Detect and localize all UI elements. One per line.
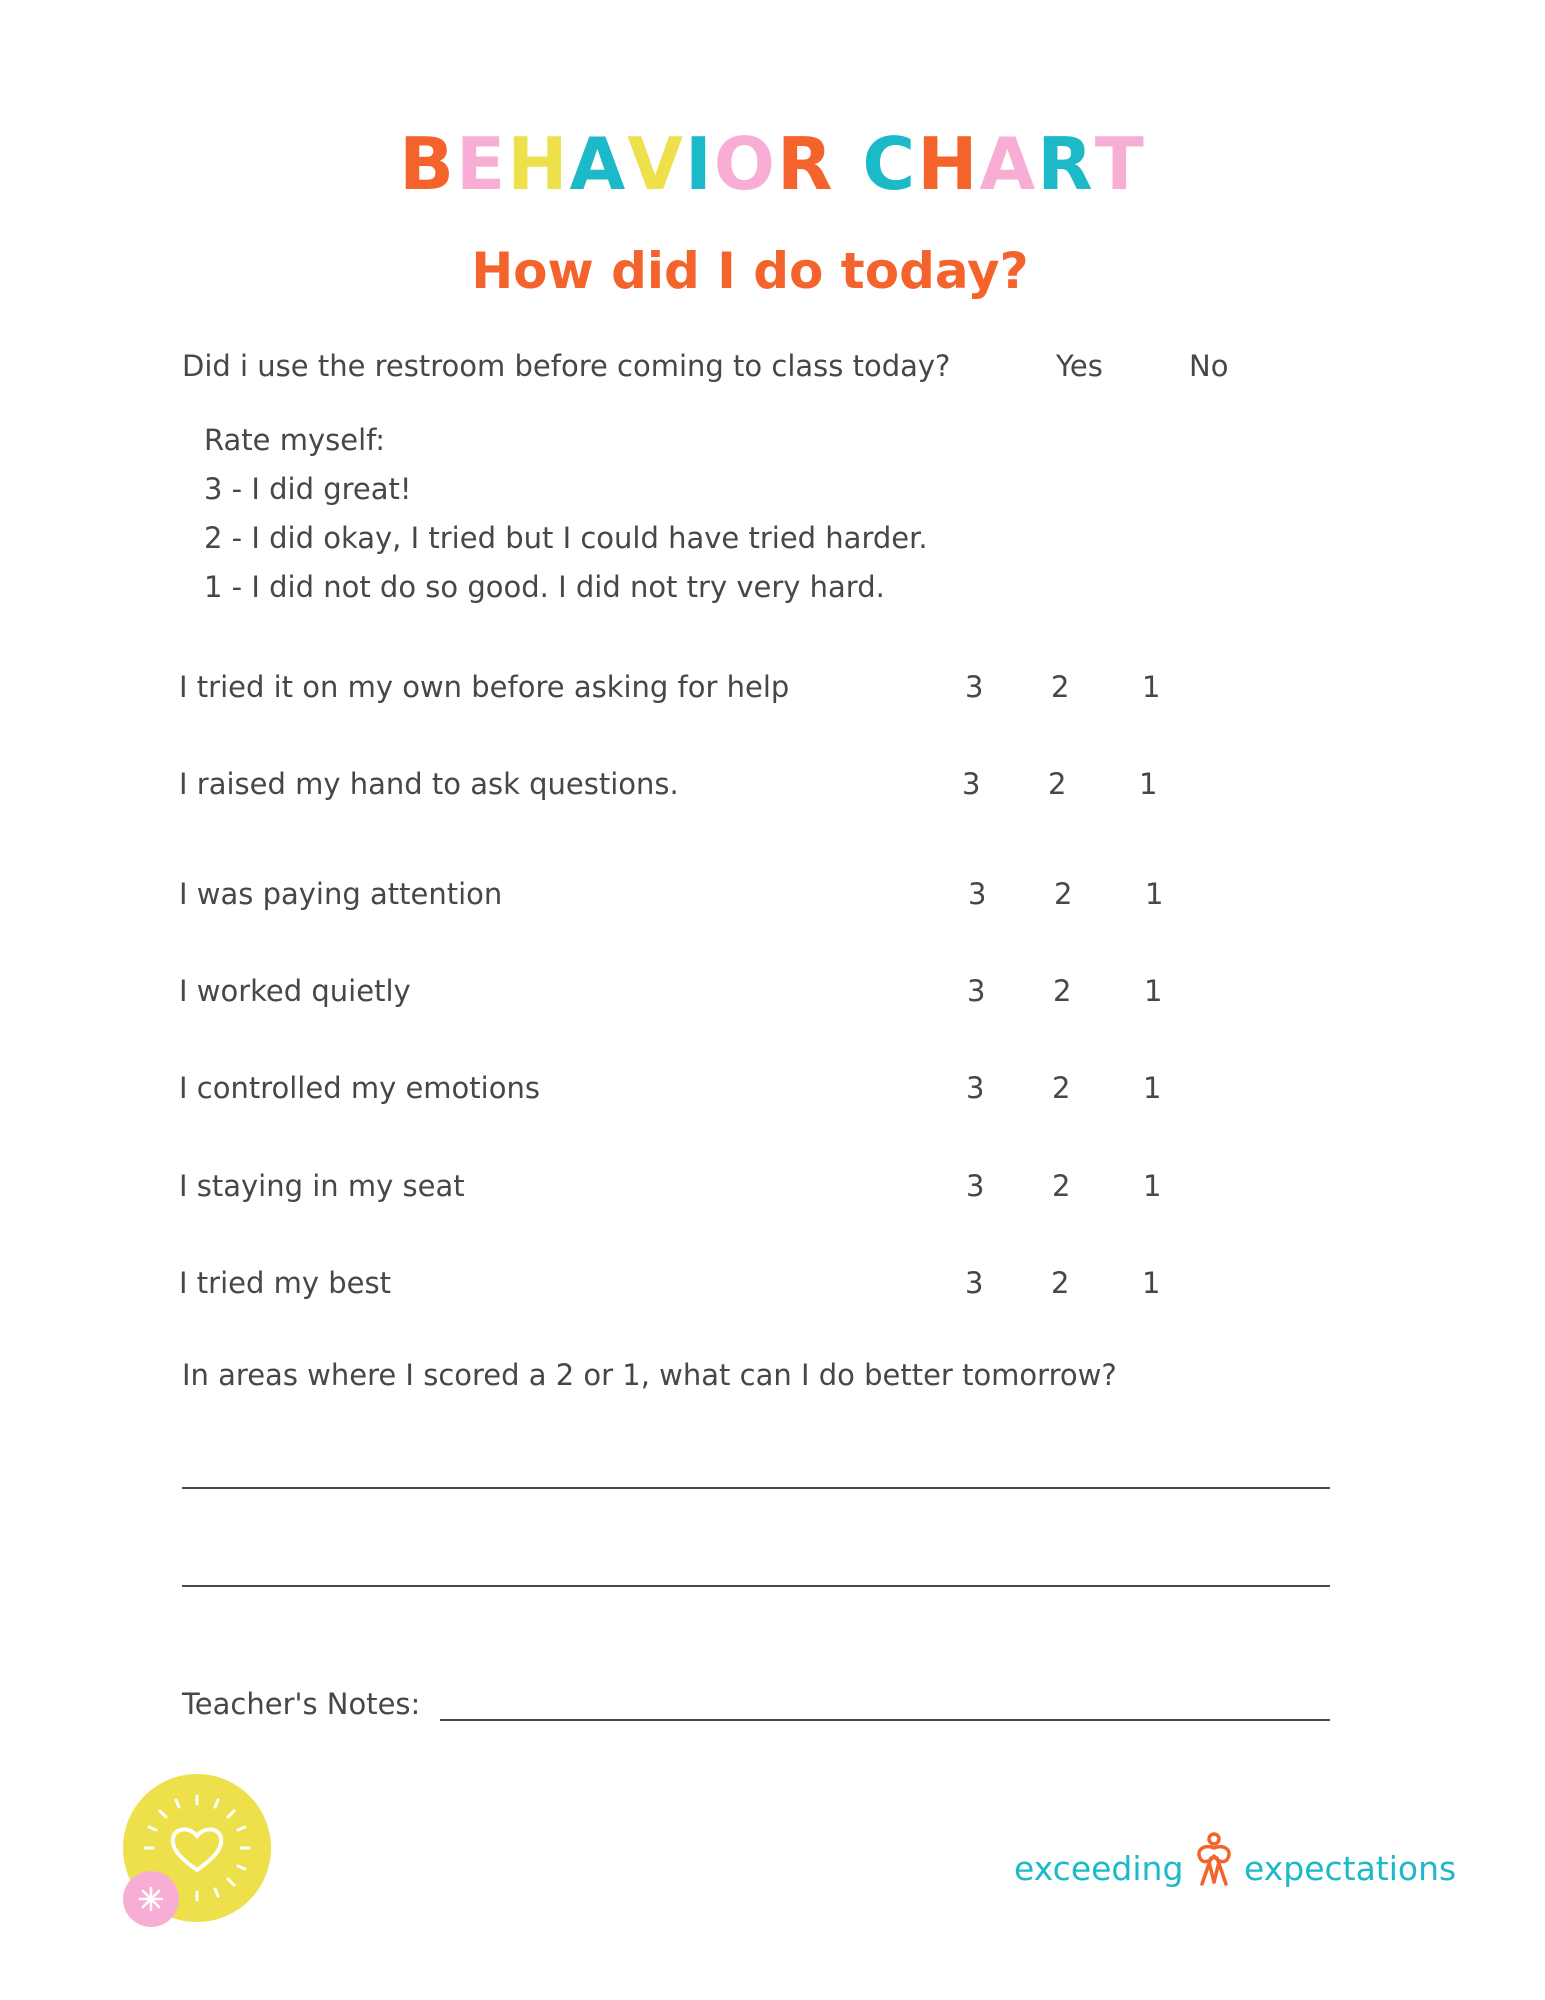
rating-3-option[interactable]: 3 [966,1169,985,1203]
answer-line[interactable] [182,1487,1330,1489]
behavior-row [179,1266,1179,1309]
rating-3-option[interactable]: 3 [968,877,987,911]
rating-1-option[interactable]: 1 [1139,767,1158,801]
scale-item: 2 - I did okay, I tried but I could have tried harder. [204,521,928,555]
restroom-question: Did i use the restroom before coming to class today? [182,349,951,383]
behavior-label: I tried it on my own before asking for help [179,670,790,704]
behavior-label: I controlled my emotions [179,1071,540,1105]
title-letter: I [684,122,714,206]
behavior-row [179,877,1179,920]
rating-3-option[interactable]: 3 [965,1266,984,1300]
chart-title [0,122,1545,206]
behavior-label: I tried my best [179,1266,391,1300]
behavior-row [179,974,1179,1017]
scale-heading: Rate myself: [204,423,386,457]
improvement-question: In areas where I scored a 2 or 1, what can I do better tomorrow? [182,1358,1117,1392]
title-letter: O [713,122,777,206]
title-letter: E [456,122,508,206]
rating-1-option[interactable]: 1 [1142,670,1161,704]
rating-2-option[interactable]: 2 [1051,670,1070,704]
title-letter: R [1037,122,1095,206]
rating-2-option[interactable]: 2 [1048,767,1067,801]
rating-1-option[interactable]: 1 [1143,1071,1162,1105]
title-letter: A [569,122,628,206]
title-letter: R [776,122,835,206]
title-letter: A [979,122,1038,206]
behavior-label: I staying in my seat [179,1169,465,1203]
title-letter: C [862,122,918,206]
title-letter: H [507,122,570,206]
behavior-row [179,767,1179,810]
rating-1-option[interactable]: 1 [1143,1169,1162,1203]
brand-word-exceeding: exceeding [1014,1849,1184,1888]
behavior-row [179,1169,1179,1212]
scale-item: 3 - I did great! [204,472,412,506]
brand-word-expectations: expectations [1244,1849,1457,1888]
title-letter: B [399,122,457,206]
rating-1-option[interactable]: 1 [1144,974,1163,1008]
rating-2-option[interactable]: 2 [1053,974,1072,1008]
title-letter: T [1094,122,1146,206]
behavior-label: I was paying attention [179,877,503,911]
ribbon-figure-icon [1190,1832,1238,1897]
rating-2-option[interactable]: 2 [1054,877,1073,911]
no-option[interactable]: No [1189,349,1229,383]
rating-1-option[interactable]: 1 [1142,1266,1161,1300]
answer-line[interactable] [182,1585,1330,1587]
behavior-label: I raised my hand to ask questions. [179,767,679,801]
rating-2-option[interactable]: 2 [1052,1169,1071,1203]
page-subtitle: How did I do today? [471,242,1029,300]
behavior-label: I worked quietly [179,974,411,1008]
rating-3-option[interactable]: 3 [967,974,986,1008]
rating-1-option[interactable]: 1 [1145,877,1164,911]
sparkle-icon [123,1871,179,1927]
rating-2-option[interactable]: 2 [1052,1071,1071,1105]
yes-option[interactable]: Yes [1056,349,1103,383]
teacher-notes-label: Teacher's Notes: [182,1687,421,1721]
behavior-row [179,1071,1179,1114]
title-letter: H [917,122,980,206]
rating-3-option[interactable]: 3 [965,670,984,704]
teacher-notes-line[interactable] [440,1719,1330,1721]
title-letter: V [627,122,685,206]
rating-2-option[interactable]: 2 [1051,1266,1070,1300]
rating-3-option[interactable]: 3 [962,767,981,801]
scale-item: 1 - I did not do so good. I did not try very hard. [204,570,885,604]
rating-3-option[interactable]: 3 [966,1071,985,1105]
behavior-row [179,670,1179,713]
